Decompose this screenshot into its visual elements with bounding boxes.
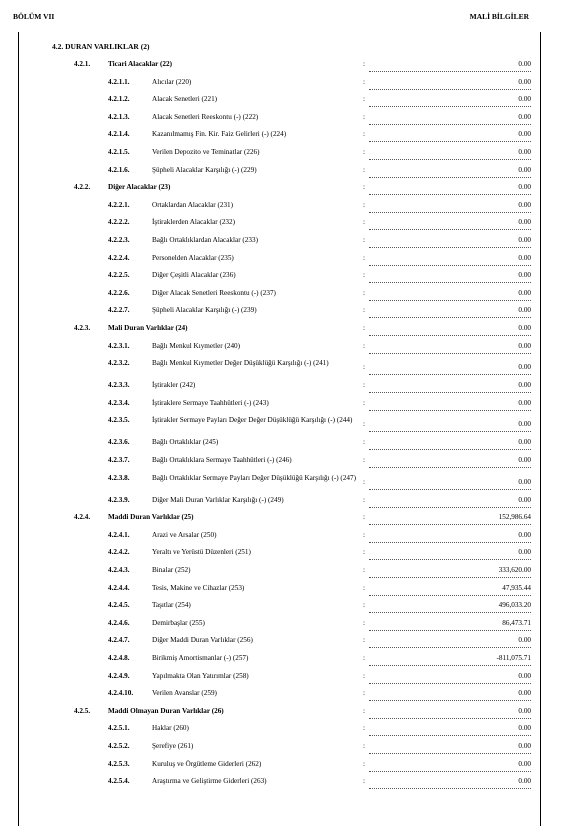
account-value: 0.00 (369, 420, 531, 432)
account-value: 496,033.20 (369, 601, 531, 613)
account-label: Bağlı Ortaklıklara Sermaye Taahhütleri (-) (246) (152, 456, 292, 464)
account-label: Kuruluş ve Örgütleme Giderleri (262) (152, 759, 262, 768)
account-label: Haklar (260) (152, 724, 189, 733)
account-value: 0.00 (369, 531, 531, 543)
account-label: Diğer Maddi Duran Varlıklar (256) (152, 636, 253, 645)
account-value: 0.00 (369, 707, 531, 719)
account-code: 4.2.4.2. (108, 548, 130, 557)
account-code: 4.2.1.3. (108, 112, 130, 121)
account-label: Alacak Senetleri (221) (152, 95, 218, 104)
colon-separator: : (363, 456, 365, 464)
account-code: 4.2.1.6. (108, 165, 130, 174)
account-label: Verilen Depozito ve Teminatlar (226) (152, 148, 260, 156)
account-value: 0.00 (369, 496, 531, 508)
colon-separator: : (363, 165, 365, 174)
account-value: -811,075.71 (369, 654, 531, 666)
account-label: Yeraltı ve Yerüstü Düzenleri (251) (152, 548, 251, 557)
account-code: 4.2.4.6. (108, 618, 130, 627)
account-label: Taşıtlar (254) (152, 601, 191, 610)
colon-separator: : (363, 420, 365, 429)
account-label: Arazi ve Arsalar (250) (152, 530, 217, 539)
account-label: Bağlı Menkul Kıymetler (240) (152, 341, 241, 350)
account-value: 0.00 (369, 381, 531, 393)
account-code: 4.2.5.3. (108, 759, 130, 768)
account-label: Binalar (252) (152, 566, 191, 574)
colon-separator: : (363, 324, 365, 332)
account-value: 0.00 (369, 236, 531, 248)
account-value: 0.00 (369, 271, 531, 283)
account-code: 4.2.3.5. (108, 416, 130, 425)
account-label: Diğer Mali Duran Varlıklar Karşılığı (-) (249) (152, 495, 284, 504)
account-label: Diğer Alacak Senetleri Reeskontu (-) (237) (152, 288, 276, 297)
account-code: 4.2.2.6. (108, 288, 130, 297)
account-code: 4.2.3. (74, 324, 91, 332)
account-value: 333,620.00 (369, 566, 531, 578)
account-label: Verilen Avanslar (259) (152, 689, 217, 698)
account-label: Ticari Alacaklar (22) (108, 60, 173, 68)
account-value: 0.00 (369, 183, 531, 195)
account-value: 152,986.64 (369, 513, 531, 525)
account-code: 4.2.3.4. (108, 398, 130, 407)
account-code: 4.2.2.2. (108, 218, 130, 227)
account-code: 4.2.5. (74, 706, 91, 715)
account-value: 0.00 (369, 689, 531, 701)
chapter-title: MALİ BİLGİLER (469, 12, 529, 21)
account-label: Kazanılmamış Fin. Kir. Faiz Gelirleri (-) (224) (152, 130, 287, 139)
account-code: 4.2.1. (74, 60, 91, 68)
account-value: 0.00 (369, 324, 531, 336)
account-code: 4.2.2.4. (108, 253, 130, 262)
account-code: 4.2.4.9. (108, 671, 130, 680)
colon-separator: : (363, 130, 365, 139)
account-value: 0.00 (369, 289, 531, 301)
account-code: 4.2.4. (74, 513, 91, 522)
account-code: 4.2.2.7. (108, 306, 130, 315)
colon-separator: : (363, 438, 365, 447)
account-code: 4.2.4.5. (108, 601, 130, 610)
account-label: Şüpheli Alacaklar Karşılığı (-) (229) (152, 165, 257, 174)
account-label: Alacak Senetleri Reeskontu (-) (222) (152, 112, 259, 121)
colon-separator: : (363, 271, 365, 280)
colon-separator: : (363, 759, 365, 768)
account-value: 0.00 (369, 113, 531, 125)
account-label: Diğer Çeşitli Alacaklar (236) (152, 271, 236, 280)
colon-separator: : (363, 183, 365, 192)
account-value: 0.00 (369, 218, 531, 230)
account-code: 4.2.5.4. (108, 777, 130, 786)
account-value: 0.00 (369, 742, 531, 754)
colon-separator: : (363, 341, 365, 350)
account-value: 86,473.71 (369, 619, 531, 631)
account-code: 4.2.2.1. (108, 200, 130, 209)
account-code: 4.2.3.8. (108, 473, 130, 482)
colon-separator: : (363, 495, 365, 504)
account-value: 0.00 (369, 777, 531, 789)
colon-separator: : (363, 112, 365, 121)
account-label: Ortaklardan Alacaklar (231) (152, 200, 234, 209)
colon-separator: : (363, 218, 365, 227)
account-value: 0.00 (369, 478, 531, 490)
account-code: 4.2.4.4. (108, 583, 130, 592)
account-label: Bağlı Menkul Kıymetler Değer Düşüklüğü Karşılığı (-) (241) (152, 359, 329, 368)
account-label: Tesis, Makine ve Cihazlar (253) (152, 583, 245, 592)
account-value: 0.00 (369, 95, 531, 107)
colon-separator: : (363, 601, 365, 610)
account-code: 4.2.2.3. (108, 236, 130, 244)
account-label: Mali Duran Varlıklar (24) (108, 324, 188, 332)
account-value: 47,935.44 (369, 584, 531, 596)
colon-separator: : (363, 706, 365, 715)
account-label: Bağlı Ortaklıklar Sermaye Payları Değer Düşüklüğü Karşılığı (-) (247) (152, 473, 356, 482)
account-code: 4.2.4.3. (108, 566, 130, 574)
account-value: 0.00 (369, 724, 531, 736)
account-code: 4.2.3.7. (108, 456, 130, 464)
account-label: İştiraklerden Alacaklar (232) (152, 218, 236, 227)
account-label: Şüpheli Alacaklar Karşılığı (-) (239) (152, 306, 257, 315)
account-value: 0.00 (369, 201, 531, 213)
account-code: 4.2.5.2. (108, 742, 130, 750)
account-code: 4.2.1.1. (108, 77, 130, 86)
account-label: Demirbaşlar (255) (152, 618, 205, 627)
account-label: Şerefiye (261) (152, 742, 194, 750)
account-value: 0.00 (369, 456, 531, 468)
colon-separator: : (363, 398, 365, 407)
account-code: 4.2.2. (74, 183, 91, 192)
account-code: 4.2.4.7. (108, 636, 130, 645)
colon-separator: : (363, 654, 365, 662)
account-label: Araştırma ve Geliştirme Giderleri (263) (152, 777, 267, 786)
account-label: Maddi Duran Varlıklar (25) (108, 513, 194, 522)
account-code: 4.2.4.1. (108, 530, 130, 539)
account-value: 0.00 (369, 148, 531, 160)
colon-separator: : (363, 288, 365, 297)
colon-separator: : (363, 363, 365, 372)
colon-separator: : (363, 306, 365, 315)
chapter-heading: BÖLÜM VII (13, 12, 55, 21)
colon-separator: : (363, 777, 365, 786)
colon-separator: : (363, 381, 365, 390)
account-code: 4.2.1.4. (108, 130, 130, 139)
account-label: Birikmiş Amortismanlar (-) (257) (152, 654, 249, 662)
account-value: 0.00 (369, 130, 531, 142)
account-code: 4.2.3.2. (108, 359, 130, 368)
account-code: 4.2.3.6. (108, 438, 130, 447)
colon-separator: : (363, 636, 365, 645)
account-label: Personelden Alacaklar (235) (152, 253, 234, 262)
account-label: Bağlı Ortaklıklardan Alacaklar (233) (152, 236, 258, 244)
account-value: 0.00 (369, 363, 531, 375)
colon-separator: : (363, 742, 365, 750)
colon-separator: : (363, 148, 365, 156)
colon-separator: : (363, 724, 365, 733)
colon-separator: : (363, 583, 365, 592)
account-code: 4.2.5.1. (108, 724, 130, 733)
account-value: 0.00 (369, 399, 531, 411)
account-code: 4.2.3.3. (108, 381, 130, 390)
colon-separator: : (363, 566, 365, 574)
colon-separator: : (363, 77, 365, 86)
account-code: 4.2.4.10. (108, 689, 134, 698)
colon-separator: : (363, 513, 365, 522)
account-value: 0.00 (369, 78, 531, 90)
account-value: 0.00 (369, 760, 531, 772)
account-label: Alıcılar (220) (152, 77, 192, 86)
section-title: 4.2. DURAN VARLIKLAR (2) (52, 42, 150, 51)
account-value: 0.00 (369, 342, 531, 354)
account-value: 0.00 (369, 166, 531, 178)
account-label: Bağlı Ortaklıklar (245) (152, 438, 219, 447)
account-label: Yapılmakta Olan Yatırımlar (258) (152, 671, 249, 680)
account-code: 4.2.4.8. (108, 654, 130, 662)
account-label: İştirakler (242) (152, 381, 196, 390)
account-value: 0.00 (369, 254, 531, 266)
account-code: 4.2.3.1. (108, 341, 130, 350)
account-value: 0.00 (369, 438, 531, 450)
account-value: 0.00 (369, 672, 531, 684)
colon-separator: : (363, 530, 365, 539)
account-value: 0.00 (369, 548, 531, 560)
colon-separator: : (363, 618, 365, 627)
colon-separator: : (363, 95, 365, 104)
account-value: 0.00 (369, 636, 531, 648)
colon-separator: : (363, 60, 365, 68)
colon-separator: : (363, 236, 365, 244)
account-value: 0.00 (369, 306, 531, 318)
colon-separator: : (363, 253, 365, 262)
account-label: İştiraklere Sermaye Taahhütleri (-) (243) (152, 398, 269, 407)
colon-separator: : (363, 477, 365, 486)
account-code: 4.2.1.2. (108, 95, 130, 104)
account-label: İştirakler Sermaye Payları Değer Değer Düşüklüğü Karşılığı (-) (244) (152, 416, 353, 425)
colon-separator: : (363, 200, 365, 209)
colon-separator: : (363, 671, 365, 680)
account-code: 4.2.2.5. (108, 271, 130, 280)
account-value: 0.00 (369, 60, 531, 72)
account-label: Diğer Alacaklar (23) (108, 183, 171, 192)
colon-separator: : (363, 689, 365, 698)
account-label: Maddi Olmayan Duran Varlıklar (26) (108, 706, 224, 715)
colon-separator: : (363, 548, 365, 557)
account-code: 4.2.3.9. (108, 495, 130, 504)
account-code: 4.2.1.5. (108, 148, 130, 156)
